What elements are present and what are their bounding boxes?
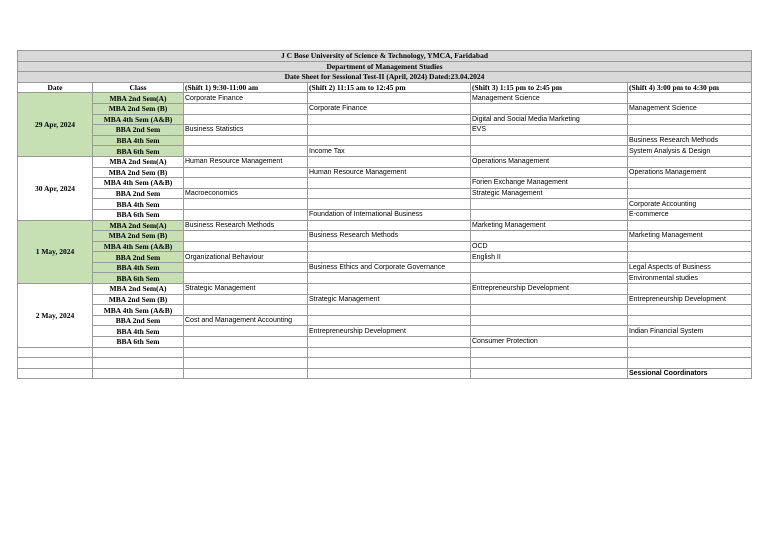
subject-cell — [471, 262, 628, 273]
subject-cell: E-commerce — [628, 209, 752, 220]
subject-cell — [471, 273, 628, 284]
subject-cell — [184, 178, 308, 189]
blank-cell — [93, 358, 184, 369]
blank-cell — [471, 358, 628, 369]
subject-cell — [184, 326, 308, 337]
subject-cell — [628, 252, 752, 263]
blank-cell — [18, 347, 93, 358]
schedule-row — [18, 188, 752, 199]
class-cell: BBA 6th Sem — [93, 337, 184, 348]
blank-cell — [184, 347, 308, 358]
subject-cell — [471, 209, 628, 220]
subject-cell: Marketing Management — [628, 231, 752, 242]
subject-cell: English II — [471, 252, 628, 263]
subject-cell — [628, 305, 752, 316]
subject-cell — [471, 315, 628, 326]
class-cell: BBA 2nd Sem — [93, 315, 184, 326]
subject-cell: Entrepreneurship Development — [471, 284, 628, 295]
subject-cell: Organizational Behaviour — [184, 252, 308, 263]
subject-cell — [628, 93, 752, 104]
schedule-row — [18, 305, 752, 316]
class-cell: BBA 6th Sem — [93, 209, 184, 220]
subject-cell: Human Resource Management — [308, 167, 471, 178]
column-header: (Shift 4) 3:00 pm to 4:30 pm — [628, 82, 752, 93]
subject-cell: Environmental studies — [628, 273, 752, 284]
subject-cell: System Analysis & Design — [628, 146, 752, 157]
subject-cell: EVS — [471, 125, 628, 136]
schedule-row — [18, 262, 752, 273]
subject-cell: Business Statistics — [184, 125, 308, 136]
subject-cell: Business Research Methods — [628, 135, 752, 146]
class-cell: MBA 2nd Sem (B) — [93, 231, 184, 242]
column-header: Date — [18, 82, 93, 93]
schedule-row — [18, 315, 752, 326]
class-cell: BBA 6th Sem — [93, 146, 184, 157]
blank-cell — [628, 347, 752, 358]
subject-cell: Consumer Protection — [471, 337, 628, 348]
schedule-row — [18, 273, 752, 284]
column-header: (Shift 3) 1:15 pm to 2:45 pm — [471, 82, 628, 93]
column-header: Class — [93, 82, 184, 93]
class-cell: MBA 2nd Sem (B) — [93, 167, 184, 178]
column-header: (Shift 1) 9:30-11:00 am — [184, 82, 308, 93]
subject-cell: Human Resource Management — [184, 156, 308, 167]
subject-cell — [628, 188, 752, 199]
subject-cell: Digital and Social Media Marketing — [471, 114, 628, 125]
subject-cell — [628, 315, 752, 326]
subject-cell — [471, 135, 628, 146]
class-cell: MBA 2nd Sem (B) — [93, 103, 184, 114]
subject-cell: Corporate Finance — [184, 93, 308, 104]
subject-cell: Marketing Management — [471, 220, 628, 231]
subject-cell — [184, 305, 308, 316]
subject-cell — [471, 199, 628, 210]
subject-cell — [184, 103, 308, 114]
subject-cell — [471, 167, 628, 178]
subject-cell: Entrepreneurship Development — [308, 326, 471, 337]
class-cell: MBA 4th Sem (A&B) — [93, 178, 184, 189]
subject-cell: Entrepreneurship Development — [628, 294, 752, 305]
title-row — [18, 72, 752, 83]
subject-cell — [308, 220, 471, 231]
subject-cell — [628, 114, 752, 125]
schedule-row — [18, 103, 752, 114]
class-cell: BBA 2nd Sem — [93, 252, 184, 263]
subject-cell: Foundation of International Business — [308, 209, 471, 220]
subject-cell — [184, 337, 308, 348]
subject-cell — [308, 241, 471, 252]
sessional-coordinators: Sessional Coordinators — [628, 368, 752, 379]
subject-cell — [471, 146, 628, 157]
blank-cell — [628, 358, 752, 369]
title-row — [18, 61, 752, 72]
blank-cell — [18, 358, 93, 369]
subject-cell — [184, 167, 308, 178]
blank-cell — [93, 368, 184, 379]
subject-cell — [628, 220, 752, 231]
schedule-row — [18, 178, 752, 189]
subject-cell: Corporate Finance — [308, 103, 471, 114]
schedule-row — [18, 167, 752, 178]
blank-cell — [184, 358, 308, 369]
class-cell: MBA 4th Sem (A&B) — [93, 305, 184, 316]
subject-cell: Management Science — [628, 103, 752, 114]
subject-cell — [308, 284, 471, 295]
blank-cell — [308, 358, 471, 369]
date-sheet-body — [18, 51, 752, 379]
subject-cell: Business Research Methods — [308, 231, 471, 242]
subject-cell — [628, 337, 752, 348]
column-header-row — [18, 82, 752, 93]
footer-row — [18, 368, 752, 379]
blank-cell — [308, 347, 471, 358]
schedule-row — [18, 114, 752, 125]
subject-cell: Macroeconomics — [184, 188, 308, 199]
date-cell: 30 Apr, 2024 — [18, 156, 93, 220]
class-cell: BBA 4th Sem — [93, 326, 184, 337]
schedule-row — [18, 209, 752, 220]
schedule-row — [18, 241, 752, 252]
title-row — [18, 51, 752, 62]
subject-cell: Corporate Accounting — [628, 199, 752, 210]
column-header: (Shift 2) 11:15 am to 12:45 pm — [308, 82, 471, 93]
subject-cell — [628, 125, 752, 136]
subject-cell: Strategic Management — [308, 294, 471, 305]
subject-cell — [471, 294, 628, 305]
subject-cell: Indian Financial System — [628, 326, 752, 337]
class-cell: MBA 4th Sem (A&B) — [93, 241, 184, 252]
subject-cell — [184, 209, 308, 220]
subject-cell — [184, 241, 308, 252]
subject-cell: Business Research Methods — [184, 220, 308, 231]
subject-cell — [471, 305, 628, 316]
schedule-row — [18, 231, 752, 242]
schedule-row — [18, 294, 752, 305]
subject-cell — [184, 294, 308, 305]
subject-cell — [308, 93, 471, 104]
date-cell: 29 Apr, 2024 — [18, 93, 93, 157]
schedule-row — [18, 326, 752, 337]
class-cell: BBA 6th Sem — [93, 273, 184, 284]
class-cell: BBA 2nd Sem — [93, 188, 184, 199]
subject-cell — [184, 135, 308, 146]
schedule-row — [18, 337, 752, 348]
class-cell: BBA 2nd Sem — [93, 125, 184, 136]
subject-cell: Strategic Management — [184, 284, 308, 295]
class-cell: BBA 4th Sem — [93, 262, 184, 273]
subject-cell — [471, 231, 628, 242]
blank-cell — [93, 347, 184, 358]
subject-cell: Operations Management — [628, 167, 752, 178]
sheet-title: J C Bose University of Science & Technology, YMCA, Faridabad — [18, 51, 752, 62]
blank-cell — [471, 368, 628, 379]
schedule-row — [18, 125, 752, 136]
subject-cell — [308, 188, 471, 199]
schedule-row — [18, 146, 752, 157]
schedule-row — [18, 93, 752, 104]
subject-cell — [308, 199, 471, 210]
class-cell: MBA 2nd Sem(A) — [93, 156, 184, 167]
subject-cell — [308, 135, 471, 146]
date-cell: 2 May, 2024 — [18, 284, 93, 348]
subject-cell — [628, 241, 752, 252]
subject-cell — [471, 103, 628, 114]
subject-cell — [308, 125, 471, 136]
class-cell: MBA 4th Sem (A&B) — [93, 114, 184, 125]
blank-row — [18, 347, 752, 358]
class-cell: MBA 2nd Sem(A) — [93, 93, 184, 104]
class-cell: MBA 2nd Sem(A) — [93, 284, 184, 295]
subject-cell: Forien Exchange Management — [471, 178, 628, 189]
schedule-row — [18, 156, 752, 167]
subject-cell — [184, 231, 308, 242]
schedule-row — [18, 220, 752, 231]
class-cell: MBA 2nd Sem (B) — [93, 294, 184, 305]
sheet-title: Department of Management Studies — [18, 61, 752, 72]
date-sheet-table — [17, 50, 752, 379]
blank-cell — [184, 368, 308, 379]
subject-cell — [184, 262, 308, 273]
schedule-row — [18, 252, 752, 263]
subject-cell: Legal Aspects of Business — [628, 262, 752, 273]
schedule-row — [18, 199, 752, 210]
subject-cell — [308, 178, 471, 189]
class-cell: BBA 4th Sem — [93, 135, 184, 146]
subject-cell: OCD — [471, 241, 628, 252]
subject-cell — [628, 178, 752, 189]
subject-cell: Income Tax — [308, 146, 471, 157]
schedule-row — [18, 284, 752, 295]
subject-cell — [308, 156, 471, 167]
subject-cell: Operations Management — [471, 156, 628, 167]
subject-cell — [308, 337, 471, 348]
date-cell: 1 May, 2024 — [18, 220, 93, 284]
subject-cell — [184, 199, 308, 210]
subject-cell — [308, 114, 471, 125]
subject-cell — [184, 273, 308, 284]
blank-cell — [18, 368, 93, 379]
blank-cell — [471, 347, 628, 358]
subject-cell: Cost and Management Accounting — [184, 315, 308, 326]
subject-cell — [184, 146, 308, 157]
class-cell: BBA 4th Sem — [93, 199, 184, 210]
subject-cell: Business Ethics and Corporate Governance — [308, 262, 471, 273]
class-cell: MBA 2nd Sem(A) — [93, 220, 184, 231]
blank-cell — [308, 368, 471, 379]
schedule-row — [18, 135, 752, 146]
subject-cell — [471, 326, 628, 337]
subject-cell — [184, 114, 308, 125]
subject-cell — [628, 284, 752, 295]
sheet-title: Date Sheet for Sessional Test-II (April, 2024) Dated:23.04.2024 — [18, 72, 752, 83]
subject-cell — [308, 273, 471, 284]
subject-cell — [308, 305, 471, 316]
subject-cell — [308, 315, 471, 326]
subject-cell: Management Science — [471, 93, 628, 104]
subject-cell — [308, 252, 471, 263]
subject-cell: Strategic Management — [471, 188, 628, 199]
subject-cell — [628, 156, 752, 167]
blank-row — [18, 358, 752, 369]
